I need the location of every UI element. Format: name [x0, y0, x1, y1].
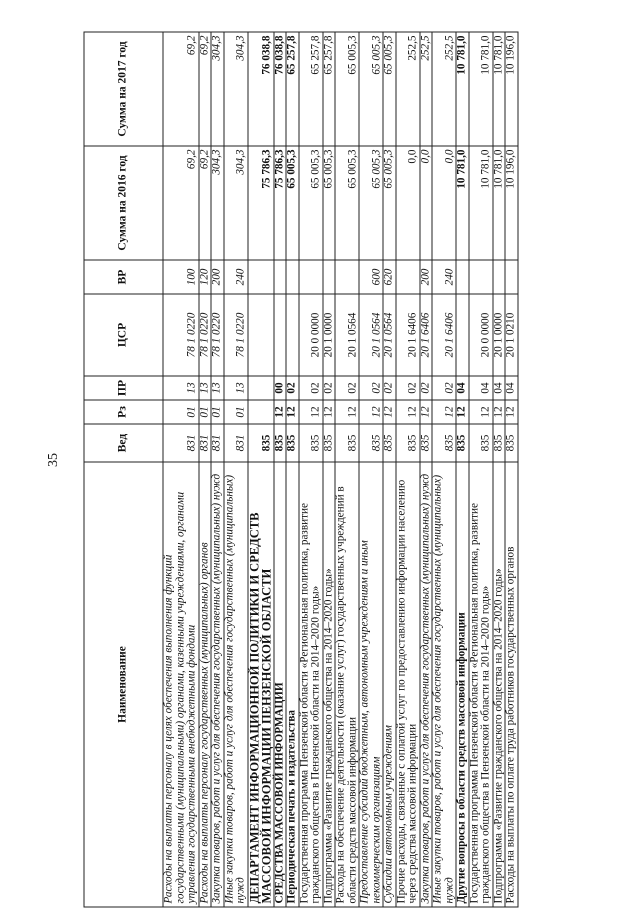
column-header-name: Наименование	[84, 462, 163, 907]
cell-name: Субсидии автономным учреждениям	[383, 462, 396, 907]
cell-name: Иные закупки товаров, работ и услуг для обеспечения государственных (муниципальных) нужд	[432, 462, 456, 907]
cell-rz: 12	[456, 400, 469, 424]
cell-sum-2017: 69,2	[163, 32, 199, 146]
cell-sum-2017: 10 196,0	[505, 32, 518, 146]
cell-vr	[468, 260, 492, 294]
cell-sum-2017: 252,5	[395, 32, 419, 146]
cell-sum-2016: 0,0	[395, 146, 419, 260]
cell-pr: 02	[335, 376, 359, 400]
cell-vr: 240	[432, 260, 456, 294]
cell-sum-2017: 304,3	[223, 32, 247, 146]
table-body	[163, 32, 518, 907]
cell-sum-2016: 0,0	[419, 146, 432, 260]
cell-sum-2017: 65 257,8	[322, 32, 335, 146]
cell-pr: 13	[163, 376, 199, 400]
cell-pr: 02	[286, 376, 299, 400]
cell-csr: 20 1 0564	[335, 294, 359, 376]
cell-csr	[273, 294, 286, 376]
cell-ved: 835	[505, 424, 518, 462]
cell-rz: 12	[335, 400, 359, 424]
table-header-row	[84, 32, 163, 907]
cell-ved: 835	[286, 424, 299, 462]
cell-csr: 20 1 0564	[359, 294, 383, 376]
table-row	[432, 32, 456, 907]
cell-vr: 200	[211, 260, 224, 294]
cell-csr: 20 1 0000	[322, 294, 335, 376]
cell-vr	[456, 260, 469, 294]
cell-rz	[247, 400, 273, 424]
table-row	[211, 32, 224, 907]
cell-ved: 835	[468, 424, 492, 462]
cell-pr: 04	[468, 376, 492, 400]
cell-csr	[456, 294, 469, 376]
cell-name: Другие вопросы в области средств массовой информации	[456, 462, 469, 907]
cell-vr	[395, 260, 419, 294]
cell-pr: 04	[456, 376, 469, 400]
column-header-rz: Рз	[84, 400, 163, 424]
cell-rz: 12	[383, 400, 396, 424]
table-row	[383, 32, 396, 907]
cell-sum-2017: 76 038,8	[273, 32, 286, 146]
cell-csr: 20 1 6406	[419, 294, 432, 376]
cell-name: Расходы на выплаты по оплате труда работников государственных органов	[505, 462, 518, 907]
column-header-sum-2016: Сумма на 2016 год	[84, 146, 163, 260]
cell-name: Периодическая печать и издательства	[286, 462, 299, 907]
cell-vr	[505, 260, 518, 294]
cell-sum-2016: 69,2	[163, 146, 199, 260]
table-row	[273, 32, 286, 907]
cell-pr: 00	[273, 376, 286, 400]
cell-vr	[335, 260, 359, 294]
column-header-pr: ПР	[84, 376, 163, 400]
cell-name: Закупка товаров, работ и услуг для обеспечения государственных (муниципальных) нужд	[211, 462, 224, 907]
cell-ved: 835	[322, 424, 335, 462]
cell-sum-2017: 10 781,0	[492, 32, 505, 146]
column-header-sum-2017: Сумма на 2017 год	[84, 32, 163, 146]
cell-ved: 831	[211, 424, 224, 462]
column-header-ved: Вед	[84, 424, 163, 462]
cell-csr: 78 1 0220	[223, 294, 247, 376]
cell-ved: 835	[456, 424, 469, 462]
cell-sum-2016: 65 005,3	[286, 146, 299, 260]
cell-sum-2017: 65 257,8	[286, 32, 299, 146]
table-row	[322, 32, 335, 907]
cell-name: Подпрограмма «Развитие гражданского общества на 2014–2020 годы»	[322, 462, 335, 907]
cell-rz: 12	[359, 400, 383, 424]
cell-pr: 02	[395, 376, 419, 400]
cell-vr	[298, 260, 322, 294]
cell-ved: 831	[163, 424, 199, 462]
cell-vr: 620	[383, 260, 396, 294]
cell-sum-2016: 65 005,3	[322, 146, 335, 260]
table-row	[492, 32, 505, 907]
cell-csr	[286, 294, 299, 376]
cell-name: Подпрограмма «Развитие гражданского общества на 2014–2020 годы»	[492, 462, 505, 907]
cell-sum-2017: 10 781,0	[456, 32, 469, 146]
table-row	[359, 32, 383, 907]
cell-vr	[492, 260, 505, 294]
cell-sum-2016: 10 781,0	[456, 146, 469, 260]
cell-csr: 78 1 0220	[211, 294, 224, 376]
cell-sum-2017: 65 257,8	[298, 32, 322, 146]
cell-csr: 20 0 0000	[468, 294, 492, 376]
cell-csr	[247, 294, 273, 376]
cell-vr: 200	[419, 260, 432, 294]
table-row	[505, 32, 518, 907]
table-row	[419, 32, 432, 907]
table-row	[456, 32, 469, 907]
cell-pr: 13	[211, 376, 224, 400]
cell-name: Расходы на выплаты персоналу государственных (муниципальных) органов	[198, 462, 211, 907]
table-row	[468, 32, 492, 907]
cell-rz: 01	[198, 400, 211, 424]
cell-ved: 835	[273, 424, 286, 462]
cell-csr: 78 1 0220	[163, 294, 199, 376]
cell-rz: 12	[419, 400, 432, 424]
cell-vr: 240	[223, 260, 247, 294]
cell-pr: 02	[359, 376, 383, 400]
cell-pr: 02	[298, 376, 322, 400]
cell-sum-2016: 0,0	[432, 146, 456, 260]
budget-table	[83, 32, 518, 908]
cell-ved: 835	[247, 424, 273, 462]
cell-rz: 12	[298, 400, 322, 424]
cell-name: Расходы на обеспечение деятельности (оказание услуг) государственных учреждений в области средств массовой информации	[335, 462, 359, 907]
table-row	[223, 32, 247, 907]
cell-sum-2016: 65 005,3	[335, 146, 359, 260]
cell-rz: 12	[395, 400, 419, 424]
cell-ved: 835	[395, 424, 419, 462]
table-row	[298, 32, 322, 907]
cell-sum-2017: 69,2	[198, 32, 211, 146]
cell-sum-2017: 304,3	[211, 32, 224, 146]
cell-sum-2017: 252,5	[419, 32, 432, 146]
cell-vr	[247, 260, 273, 294]
cell-sum-2017: 10 781,0	[468, 32, 492, 146]
cell-sum-2016: 75 786,3	[273, 146, 286, 260]
cell-rz: 12	[286, 400, 299, 424]
cell-csr: 20 1 6406	[432, 294, 456, 376]
cell-pr: 13	[223, 376, 247, 400]
cell-vr	[286, 260, 299, 294]
cell-ved: 835	[335, 424, 359, 462]
cell-name: Государственная программа Пензенской области «Региональная политика, развитие гражданского общества в Пензенской области на 2014–2020 годы»	[298, 462, 322, 907]
cell-ved: 835	[432, 424, 456, 462]
cell-name: Расходы на выплаты персоналу в целях обеспечения выполнения функций государственными (муниципальными) органами, казенными учреждениями, органами управления государственными внебюджетными фондами	[163, 462, 199, 907]
table-row	[198, 32, 211, 907]
cell-sum-2017: 252,5	[432, 32, 456, 146]
cell-rz: 12	[492, 400, 505, 424]
cell-sum-2016: 75 786,3	[247, 146, 273, 260]
cell-sum-2016: 10 781,0	[492, 146, 505, 260]
column-header-csr: ЦСР	[84, 294, 163, 376]
cell-sum-2016: 65 005,3	[359, 146, 383, 260]
cell-vr: 100	[163, 260, 199, 294]
cell-sum-2016: 69,2	[198, 146, 211, 260]
cell-sum-2017: 65 005,3	[359, 32, 383, 146]
table-row	[286, 32, 299, 907]
cell-pr	[247, 376, 273, 400]
cell-csr: 20 1 0000	[492, 294, 505, 376]
cell-ved: 835	[492, 424, 505, 462]
cell-ved: 835	[298, 424, 322, 462]
cell-vr: 600	[359, 260, 383, 294]
cell-sum-2017: 65 005,3	[383, 32, 396, 146]
cell-pr: 04	[492, 376, 505, 400]
cell-csr: 20 1 6406	[395, 294, 419, 376]
cell-sum-2017: 76 038,8	[247, 32, 273, 146]
table-row	[335, 32, 359, 907]
budget-table-rotated	[83, 33, 557, 908]
cell-rz: 12	[468, 400, 492, 424]
cell-sum-2017: 65 005,3	[335, 32, 359, 146]
cell-name: Государственная программа Пензенской области «Региональная политика, развитие гражданского общества в Пензенской области на 2014–2020 годы»	[468, 462, 492, 907]
cell-vr	[322, 260, 335, 294]
cell-rz: 12	[505, 400, 518, 424]
cell-csr: 78 1 0220	[198, 294, 211, 376]
cell-rz: 12	[432, 400, 456, 424]
cell-ved: 831	[223, 424, 247, 462]
cell-pr: 04	[505, 376, 518, 400]
cell-csr: 20 1 0210	[505, 294, 518, 376]
cell-name: Иные закупки товаров, работ и услуг для обеспечения государственных (муниципальных) нужд	[223, 462, 247, 907]
cell-pr: 13	[198, 376, 211, 400]
cell-rz: 12	[322, 400, 335, 424]
cell-sum-2016: 65 005,3	[298, 146, 322, 260]
cell-ved: 835	[383, 424, 396, 462]
table-row	[247, 32, 273, 907]
cell-pr: 02	[432, 376, 456, 400]
cell-rz: 01	[223, 400, 247, 424]
cell-csr: 20 1 0564	[383, 294, 396, 376]
cell-rz: 01	[163, 400, 199, 424]
cell-sum-2016: 10 781,0	[468, 146, 492, 260]
cell-name: СРЕДСТВА МАССОВОЙ ИНФОРМАЦИИ	[273, 462, 286, 907]
cell-sum-2016: 65 005,3	[383, 146, 396, 260]
page-number: 35	[46, 453, 61, 467]
cell-rz: 01	[211, 400, 224, 424]
cell-rz: 12	[273, 400, 286, 424]
cell-vr: 120	[198, 260, 211, 294]
cell-name: Прочие расходы, связанные с оплатой услуг по предоставлению информации населению через средства массовой информации	[395, 462, 419, 907]
cell-ved: 835	[419, 424, 432, 462]
cell-name: Закупка товаров, работ и услуг для обеспечения государственных (муниципальных) нужд	[419, 462, 432, 907]
cell-sum-2016: 10 196,0	[505, 146, 518, 260]
cell-name: ДЕПАРТАМЕНТ ИНФОРМАЦИОННОЙ ПОЛИТИКИ И СРЕДСТВ МАССОВОЙ ИНФОРМАЦИИ ПЕНЗЕНСКОЙ ОБЛАСТИ	[247, 462, 273, 907]
table-row	[395, 32, 419, 907]
cell-csr: 20 0 0000	[298, 294, 322, 376]
cell-pr: 02	[322, 376, 335, 400]
cell-sum-2016: 304,3	[223, 146, 247, 260]
column-header-vr: ВР	[84, 260, 163, 294]
table-row	[163, 32, 199, 907]
cell-name: Предоставление субсидий бюджетным, автономным учреждениям и иным некоммерческим организациям	[359, 462, 383, 907]
cell-pr: 02	[383, 376, 396, 400]
cell-ved: 835	[359, 424, 383, 462]
cell-sum-2016: 304,3	[211, 146, 224, 260]
cell-vr	[273, 260, 286, 294]
cell-pr: 02	[419, 376, 432, 400]
cell-ved: 831	[198, 424, 211, 462]
